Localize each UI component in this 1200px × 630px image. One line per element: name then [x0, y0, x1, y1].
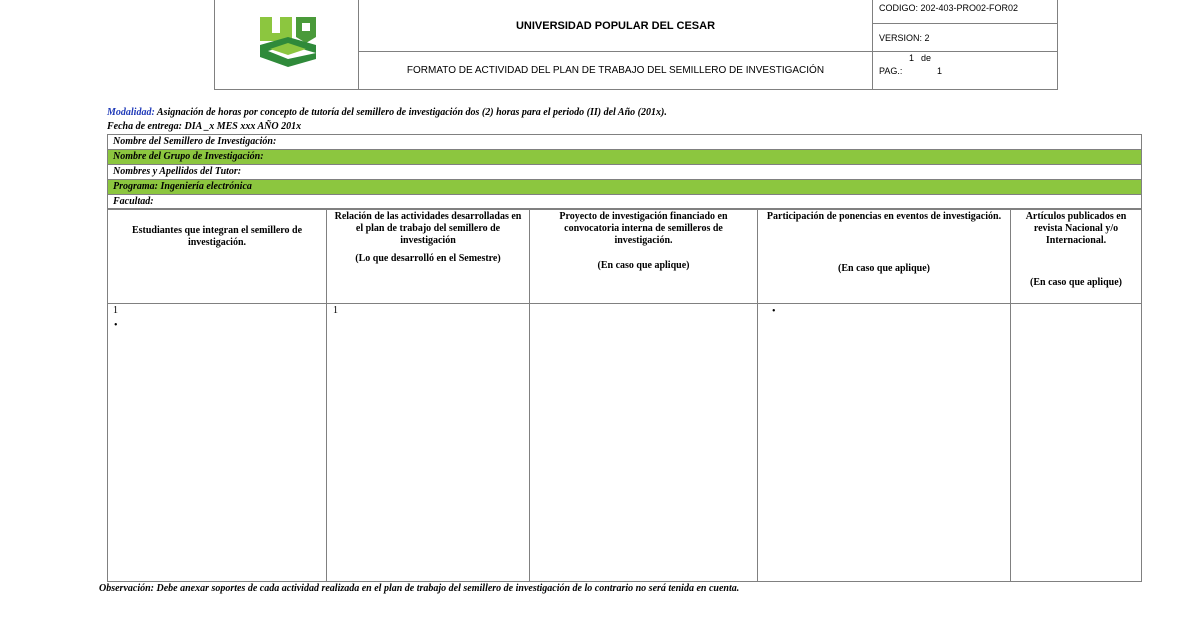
column-subheader: (En caso que aplique)	[838, 263, 930, 274]
university-name: UNIVERSIDAD POPULAR DEL CESAR	[359, 0, 873, 52]
logo-cell	[215, 0, 359, 89]
info-row-grupo: Nombre del Grupo de Investigación:	[108, 150, 1141, 165]
modalidad-text: Asignación de horas por concepto de tutoría del semillero de investigación dos (2) horas para el periodo (II) del Año (201x).	[154, 107, 667, 118]
page-info	[873, 52, 1057, 89]
cell-value: 1	[333, 305, 338, 316]
column-ponencias	[758, 209, 1011, 581]
column-articulos	[1011, 209, 1141, 581]
column-subheader: (Lo que desarrolló en el Semestre)	[355, 253, 501, 264]
document-code: CODIGO: 202-403-PRO02-FOR02	[873, 0, 1057, 24]
info-row-programa: Programa: Ingeniería electrónica	[108, 180, 1141, 195]
column-header: Proyecto de investigación financiado en convocatoria interna de semilleros de investigación.	[559, 211, 728, 246]
info-row-tutor: Nombres y Apellidos del Tutor:	[108, 165, 1141, 180]
fecha-line: Fecha de entrega: DIA _x MES xxx AÑO 201x	[107, 121, 302, 132]
cell-bullet: •	[772, 306, 776, 317]
column-proyecto	[530, 209, 758, 581]
observation-note: Observación: Debe anexar soportes de cada actividad realizada en el plan de trabajo del semillero de investigación de lo contrario no será tenida en cuenta.	[99, 583, 740, 594]
modalidad-line	[107, 107, 667, 119]
column-header: Artículos publicados en revista Nacional y/o Internacional.	[1025, 211, 1127, 246]
cell-value: 1	[113, 305, 118, 316]
university-logo-icon	[256, 15, 320, 67]
column-header: Estudiantes que integran el semillero de investigación.	[131, 225, 303, 248]
page-number: 1	[909, 53, 915, 63]
column-estudiantes	[108, 209, 327, 581]
info-rows	[107, 134, 1142, 210]
column-actividades	[327, 209, 530, 581]
column-header: Relación de las actividades desarrolladas en el plan de trabajo del semillero de investigación	[334, 211, 522, 246]
format-title: FORMATO DE ACTIVIDAD DEL PLAN DE TRABAJO DEL SEMILLERO DE INVESTIGACIÓN	[359, 52, 873, 89]
column-header: Participación de ponencias en eventos de investigación.	[766, 211, 1002, 222]
column-subheader: (En caso que aplique)	[597, 260, 690, 271]
info-row-facultad: Facultad:	[108, 195, 1141, 210]
column-subheader: (En caso que aplique)	[1030, 277, 1122, 288]
document-header	[214, 0, 1058, 90]
activity-table	[107, 208, 1142, 582]
document-version: VERSION: 2	[873, 24, 1057, 52]
cell-bullet: •	[114, 320, 118, 331]
info-row-semillero: Nombre del Semillero de Investigación:	[108, 135, 1141, 150]
modalidad-label: Modalidad:	[107, 107, 155, 118]
page-de: de	[921, 53, 932, 63]
page-label: PAG.:	[879, 66, 903, 76]
page-total: 1	[937, 66, 943, 76]
